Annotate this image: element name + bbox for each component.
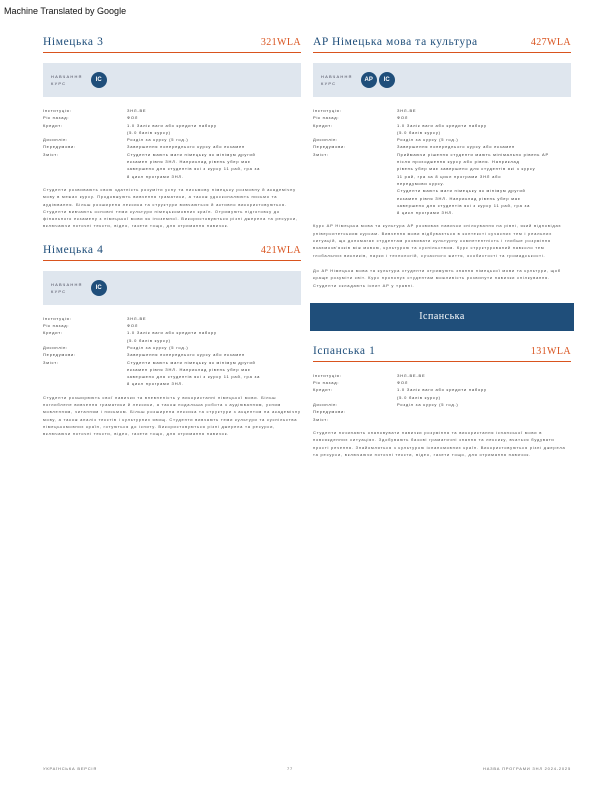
meta-key: Передумови: (43, 144, 76, 150)
meta-value: завершено для студентів які з курсу 11 рай, гра за (397, 202, 531, 208)
meta-key (313, 202, 397, 209)
course-tag-text (51, 73, 83, 87)
meta-key: Зміст: (43, 359, 59, 365)
course-code: 131WLA (530, 345, 571, 357)
course-title: Німецька 4 (43, 243, 104, 256)
meta-value: Розділ за курсу (5 год.) (397, 402, 459, 408)
meta-row (313, 195, 571, 202)
course-description: Студенти розширюють свої навички та впевненість у використанні німецької мови. Більш поглиблене вивчення граматики й лексики, а також подальша робота з аудіюванням, усним мовленням, читанням і письмом. Більш розширена лексика та структури з акцентом на академічну мову, а також аналіз текстів і культурних явищ. Студенти вивчають теми культури та суспільства німецькомовних країн, готуються до іспиту. Використовуються різні джерела та ресурси, включаючи поточні тексти, відео, газети тощо, для отримання навичок. (43, 394, 301, 437)
meta-value: Розділ за курсу (5 год.) (127, 137, 189, 143)
course-tag-line: НАВЧАННЯ (51, 74, 83, 79)
meta-row (313, 187, 571, 194)
meta-row (313, 151, 571, 158)
meta-value: (5.0 балів курсу) (127, 129, 171, 135)
course-meta (43, 107, 301, 180)
meta-row (313, 129, 571, 136)
meta-row (313, 416, 571, 423)
course-description: До AP Німецька мова та культура студенти отримують знання німецької мови та культури, щоб краще розуміти світ. Курс пропонує студентам можливість розвинути навички спілкування. Студенти складають іспит AP у травні. (313, 267, 561, 288)
meta-row (313, 122, 571, 129)
meta-value: Студенти мають мати німецьку як мінімум другий (127, 359, 256, 365)
meta-value: передумови курсу. (397, 180, 445, 186)
meta-row (313, 202, 571, 209)
course-block (43, 244, 301, 438)
meta-row (313, 143, 571, 150)
page-number: 77 (287, 766, 294, 771)
meta-row (43, 151, 301, 158)
meta-row (313, 209, 571, 216)
meta-key (43, 165, 127, 172)
meta-key: Рік назад: (313, 115, 340, 121)
course-description: Курс AP Німецька мова та культура AP розвиває навички спілкування на рівні, який відповідає університетським курсам. Вивчення мови відбувається в контексті сучасних тем і реальних ситуацій, що допомагає студентам розвивати культурну компетентність і глибше розуміння взаємозв'язків між мовою, культурою та суспільством. Курс структурований навколо тем глобальних викликів, науки і технологій, сучасного життя, особистості та громадськості. (313, 223, 562, 258)
meta-key (43, 337, 127, 344)
course-meta (313, 372, 571, 423)
ap-badge-icon: АР (361, 72, 377, 88)
meta-row (313, 165, 571, 172)
meta-key (43, 366, 127, 373)
course-block (313, 345, 571, 458)
meta-key: Передумови: (313, 409, 346, 415)
course-badges (361, 72, 395, 88)
meta-key (43, 158, 127, 165)
course-tag-text (321, 73, 353, 87)
meta-value: Завершення попереднього курсу або екзамен (397, 144, 515, 150)
meta-value: Студенти мають мати німецьку як мінімум другий (397, 188, 526, 194)
meta-row (43, 351, 301, 358)
meta-value: екзамен рівня ЗНЛ. Наприклад рівень убер має (127, 159, 251, 165)
meta-value: Студенти мають мати німецьку як мінімум другий (127, 151, 256, 157)
meta-row (313, 158, 571, 165)
course-tag-box (43, 271, 301, 305)
meta-key: Передумови: (313, 144, 346, 150)
meta-value: Завершення попереднього курсу або екзамен (127, 144, 245, 150)
meta-row (43, 173, 301, 180)
meta-key: Інституція: (313, 372, 342, 378)
meta-key (313, 180, 397, 187)
meta-value: екзамен рівня ЗНЛ. Наприклад рівень убер має (397, 195, 521, 201)
course-tag-box (43, 63, 301, 97)
meta-row (313, 136, 571, 143)
course-code: 427WLA (530, 37, 571, 48)
course-description: Студенти розвивають свою здатність розуміти усну та письмову німецьку розмовну й академічну мову в межах курсу. Продовжують вивчення граматики, а також удосконалюють письмо та аудіювання. Більш розширена лексика та структури вивчаються й активно використовуються. Студенти вивчають основні теми культури німецькомовних країн. Отримують підготовку до фінального екзамену з німецької мови як іноземної. Використовуються різні джерела та ресурси, включаючи поточні тексти, відео, газети тощо, для отримання навичок. (43, 186, 298, 229)
meta-value: Розділ за курсу (5 год.) (127, 344, 189, 350)
meta-value (397, 408, 571, 415)
meta-value: рівень убер має завершено для студентів які з курсу (397, 166, 536, 172)
meta-row (43, 129, 301, 136)
meta-value: ЗНЛ-ВЕ (127, 108, 147, 113)
course-description: Студенти починають опановувати навички розуміння та використання іспанської мови в повсякденних ситуаціях. Здобувають базові граматичні знання та лексику, вчаться будувати прості речення. Знайомляться з культурою іспаномовних країн. Використовуються різні джерела та ресурси, включаючи поточні тексти, відео, газети тощо, для отримання навичок. (313, 429, 566, 457)
meta-key: Дисиплін: (43, 344, 69, 350)
course-code: 421WLA (260, 244, 301, 256)
meta-key: Передумови: (43, 352, 76, 358)
meta-row (43, 165, 301, 172)
meta-key: Дисиплін: (313, 402, 339, 408)
meta-value: 1.0 Залік ваги або кредити набору (397, 122, 487, 128)
course-badges (91, 280, 107, 296)
course-tag-line: НАВЧАННЯ (321, 74, 353, 79)
meta-value: завершено для студентів які з курсу 11 рай, гра за (127, 374, 261, 380)
meta-key (313, 158, 397, 165)
meta-value (397, 416, 571, 423)
meta-value: Розділ за курсу (5 год.) (397, 137, 459, 143)
meta-row (313, 386, 571, 393)
meta-key: Рік назад: (313, 380, 340, 386)
course-meta (43, 315, 301, 388)
meta-row (43, 329, 301, 336)
meta-key (43, 129, 127, 136)
section-heading-spanish: Іспанська (310, 303, 574, 331)
meta-key: Рік назад: (43, 323, 70, 329)
meta-key: Кредит: (43, 122, 63, 128)
meta-key (43, 373, 127, 380)
left-column (43, 36, 301, 452)
meta-key: Кредит: (313, 387, 333, 393)
meta-key: Зміст: (313, 151, 329, 157)
meta-row (43, 337, 301, 344)
meta-row (43, 136, 301, 143)
meta-key (313, 129, 397, 136)
meta-row (43, 359, 301, 366)
course-tag-line: КУРС (321, 81, 337, 86)
meta-value: Приймаючи рішення студенти мають мінімально рівень АР (397, 151, 549, 157)
course-tag-box (313, 63, 571, 97)
course-title: Німецька 3 (43, 36, 104, 48)
meta-value: після проходження курсу або рівня. Наприклад (397, 159, 520, 165)
meta-value: 11 рай, гра за 8 цикл програми ЗНЛ або (397, 173, 502, 179)
course-header (313, 36, 571, 53)
meta-value: 8 цикл програми ЗНЛ. (127, 173, 184, 179)
footer-right-text: НАЗВА ПРОГРАМИ ЗНЛ 2024-2025 (483, 766, 571, 771)
course-header (43, 244, 301, 261)
meta-key: Зміст: (43, 151, 59, 157)
meta-key (43, 380, 127, 387)
meta-value: ФОЛ (127, 115, 139, 121)
meta-key: Кредит: (43, 330, 63, 336)
meta-value: (5.0 балів курсу) (397, 394, 441, 400)
meta-value: Завершення попереднього курсу або екзамен (127, 352, 245, 358)
meta-value: ЗНЛ-ВЕ-ВЕ (397, 372, 426, 378)
meta-row (43, 315, 301, 322)
meta-row (313, 379, 571, 386)
meta-value: 1.0 Залік ваги або кредити набору (397, 387, 487, 393)
meta-row (313, 372, 571, 379)
meta-value: (5.0 балів курсу) (127, 337, 171, 343)
page-footer (43, 766, 571, 771)
meta-row (313, 114, 571, 121)
meta-row (43, 143, 301, 150)
meta-key: Кредит: (313, 122, 333, 128)
course-tag-line: НАВЧАННЯ (51, 281, 83, 287)
meta-value: ФОЛ (397, 380, 409, 386)
right-column (313, 36, 571, 472)
course-block (313, 36, 571, 289)
meta-row (313, 173, 571, 180)
course-header (43, 36, 301, 53)
meta-key: Інституція: (43, 315, 72, 321)
course-title: AP Німецька мова та культура (313, 36, 478, 48)
meta-value: 1.0 Залік ваги або кредити набору (127, 122, 217, 128)
course-block (43, 36, 301, 230)
meta-key: Рік назад: (43, 115, 70, 121)
meta-row (43, 122, 301, 129)
meta-key (313, 173, 397, 180)
meta-key (43, 173, 127, 180)
meta-row (43, 373, 301, 380)
course-tag-text (51, 281, 83, 295)
meta-row (43, 322, 301, 329)
meta-key: Інституція: (313, 108, 342, 113)
meta-row (313, 394, 571, 401)
meta-value: ФОЛ (127, 323, 139, 329)
course-meta (313, 107, 571, 216)
meta-key (313, 195, 397, 202)
meta-key: Дисиплін: (43, 137, 69, 143)
footer-left-text: УКРАЇНСЬКА ВЕРСІЯ (43, 766, 98, 771)
course-badges (91, 72, 107, 88)
course-title: Іспанська 1 (313, 344, 376, 357)
meta-key: Дисиплін: (313, 137, 339, 143)
meta-value: 8 цикл програми ЗНЛ. (397, 210, 454, 216)
meta-row (43, 344, 301, 351)
meta-value: завершено для студентів які з курсу 11 рай, гра за (127, 166, 261, 172)
meta-key (313, 187, 397, 194)
course-tag-line: КУРС (51, 81, 67, 86)
ic-badge-icon: ІС (91, 72, 107, 88)
ic-badge-icon: ІС (379, 72, 395, 88)
meta-row (43, 107, 301, 114)
meta-row (43, 366, 301, 373)
meta-key (313, 209, 397, 216)
meta-row (43, 114, 301, 121)
meta-row (313, 107, 571, 114)
meta-value: ФОЛ (397, 115, 409, 121)
course-tag-line: КУРС (51, 288, 67, 294)
meta-value: екзамен рівня ЗНЛ. Наприклад рівень убер має (127, 366, 251, 372)
course-code: 321WLA (260, 37, 301, 48)
meta-row (313, 401, 571, 408)
meta-row (43, 380, 301, 387)
meta-key (313, 165, 397, 172)
ic-badge-icon: ІС (91, 280, 107, 296)
meta-row (313, 408, 571, 415)
meta-row (313, 180, 571, 187)
meta-value: ЗНЛ-ВЕ (397, 108, 417, 113)
meta-row (43, 158, 301, 165)
meta-value: ЗНЛ-ВЕ (127, 315, 147, 321)
meta-value: 8 цикл програми ЗНЛ. (127, 381, 184, 387)
course-header (313, 345, 571, 362)
meta-key: Зміст: (313, 416, 329, 422)
meta-key: Інституція: (43, 108, 72, 113)
meta-value: (5.0 балів курсу) (397, 129, 441, 135)
machine-translated-banner: Machine Translated by Google (4, 6, 127, 16)
meta-key (313, 394, 397, 401)
meta-value: 1.0 Залік ваги або кредити набору (127, 330, 217, 336)
